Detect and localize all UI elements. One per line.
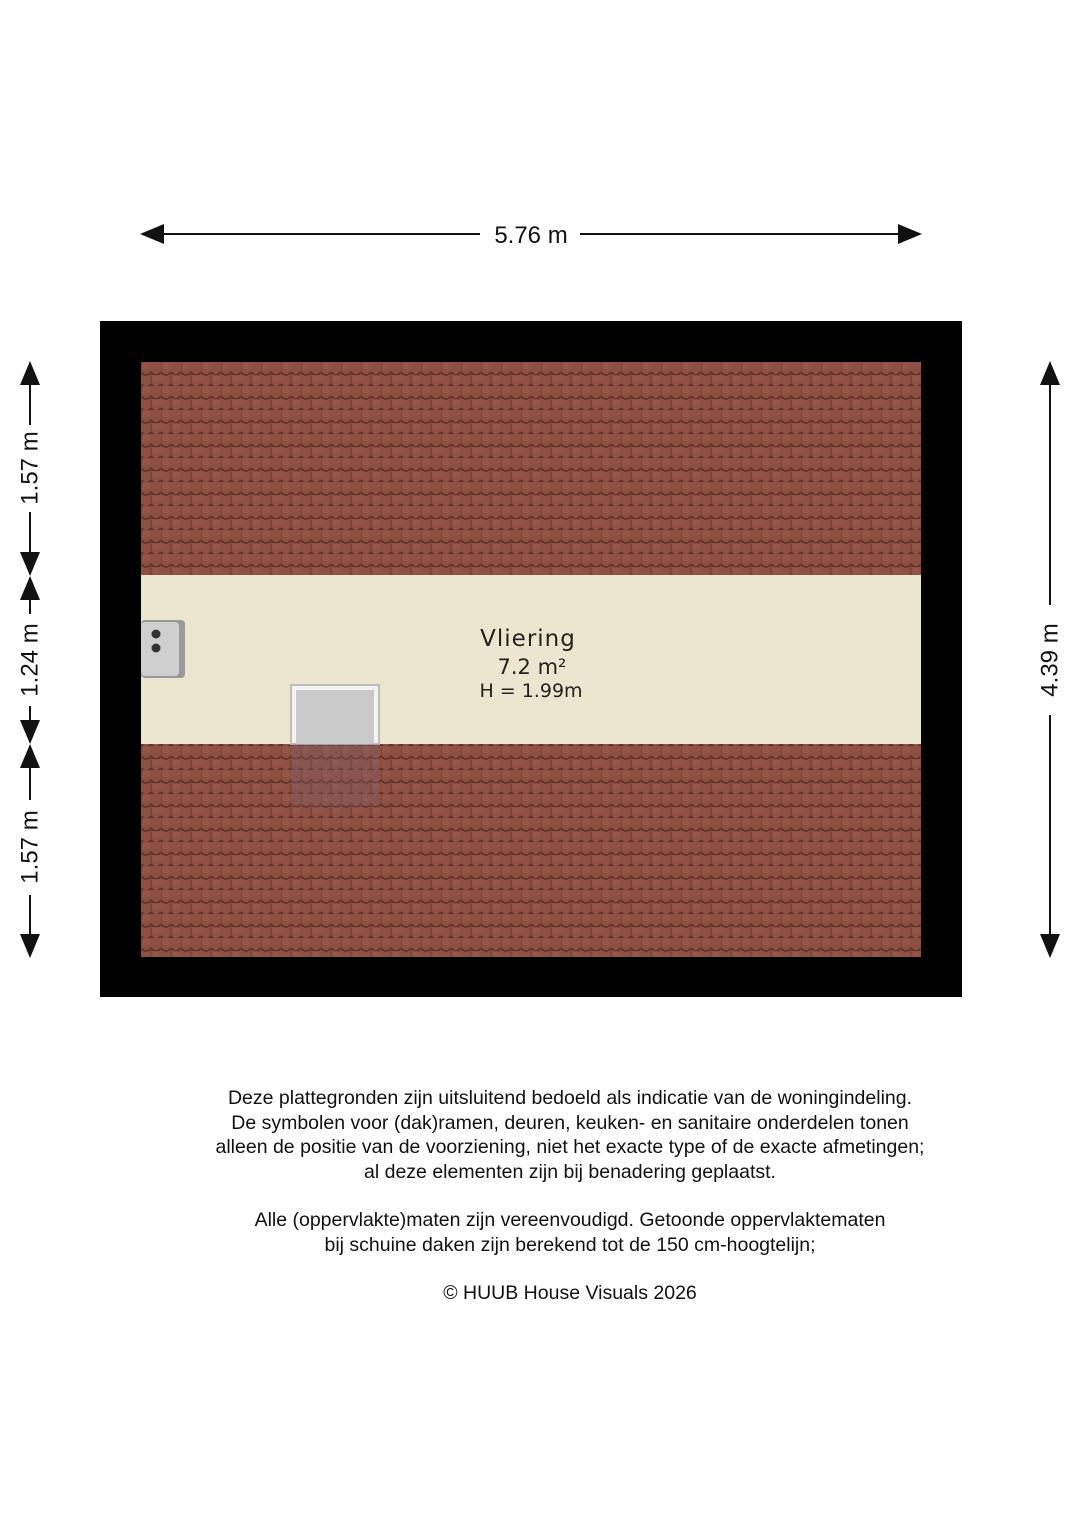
dimension-width-label: 5.76 m <box>494 222 568 249</box>
disclaimer-line: Alle (oppervlakte)maten zijn vereenvoudigd. Getoonde oppervlaktematen <box>254 1209 886 1231</box>
roof-slope-top <box>141 362 921 575</box>
dimension-left-top-label: 1.57 m <box>16 431 44 505</box>
dimension-height-label: 4.39 m <box>1036 623 1064 697</box>
boiler-icon <box>141 620 185 678</box>
attic-hatch <box>291 685 379 806</box>
disclaimer-line: De symbolen voor (dak)ramen, deuren, keuken- en sanitaire onderdelen tonen <box>231 1111 909 1134</box>
disclaimer-line: Deze plattegronden zijn uitsluitend bedoeld als indicatie van de woningindeling. <box>227 1087 913 1109</box>
dimension-left-bottom-label: 1.57 m <box>16 810 44 884</box>
dimension-width <box>142 222 920 249</box>
room-area: 7.2 m² <box>497 655 567 679</box>
room-name: Vliering <box>480 626 576 652</box>
dimension-left-segments <box>17 363 44 956</box>
disclaimer-line: al deze elementen zijn bij benadering geplaatst. <box>364 1160 776 1183</box>
dimension-left-middle-label: 1.24 m <box>16 623 44 697</box>
roof-slope-bottom <box>141 744 921 957</box>
room-height: H = 1.99m <box>479 680 583 702</box>
copyright: © HUUB House Visuals 2026 <box>443 1282 697 1304</box>
dimension-height-total <box>1037 363 1064 956</box>
disclaimer-line: alleen de positie van de voorziening, niet het exacte type of de exacte afmetingen; <box>215 1136 925 1158</box>
disclaimer <box>100 1086 1040 1306</box>
disclaimer-line: bij schuine daken zijn berekend tot de 150 cm-hoogtelijn; <box>324 1233 816 1256</box>
